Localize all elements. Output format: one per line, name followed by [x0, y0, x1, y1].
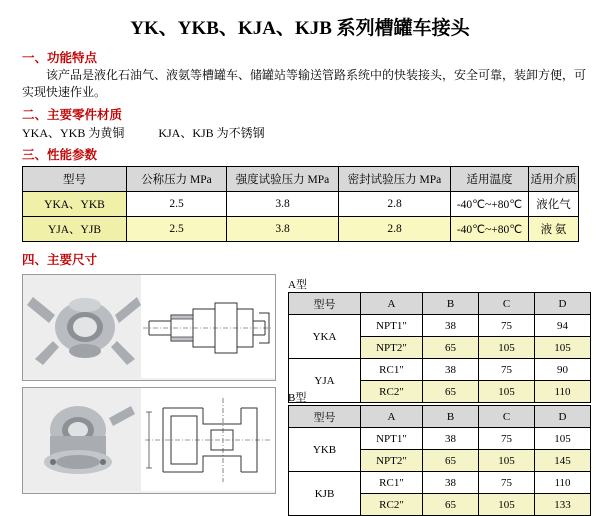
dim-b-cell: RC2": [361, 494, 423, 516]
dim-b-cell: 105: [479, 494, 535, 516]
dim-a-header-cell: B: [423, 293, 479, 315]
perf-header-cell: 公称压力 MPa: [127, 167, 227, 192]
dim-b-cell: NPT2": [361, 450, 423, 472]
section-heading-material: 二、主要零件材质: [22, 108, 123, 122]
perf-header-cell: 密封试验压力 MPa: [339, 167, 451, 192]
dim-a-header-cell: A: [361, 293, 423, 315]
dim-a-cell: 65: [423, 337, 479, 359]
dim-b-header-cell: 型号: [289, 406, 361, 428]
features-paragraph: 该产品是液化石油气、液氨等槽罐车、储罐站等输送管路系统中的快装接头，安全可靠，装卸方便，可实现快速作业。: [22, 68, 587, 99]
dim-a-cell: 38: [423, 359, 479, 381]
table-row: [23, 192, 579, 217]
dim-a-cell: 75: [479, 315, 535, 337]
section-heading-performance: 三、性能参数: [22, 148, 98, 162]
dim-b-cell: RC1": [361, 472, 423, 494]
dim-a-cell: 75: [479, 359, 535, 381]
photo-coupling-a: [23, 275, 141, 378]
dim-b-cell: 65: [423, 450, 479, 472]
perf-cell: 2.8: [339, 192, 451, 217]
dim-a-cell: 90: [535, 359, 591, 381]
dimension-table-a: [288, 292, 591, 403]
table-header-row: [23, 167, 579, 192]
dim-a-cell: 105: [535, 337, 591, 359]
dim-b-cell: 38: [423, 428, 479, 450]
dim-a-cell: 105: [479, 337, 535, 359]
dim-a-cell-model: YJA: [289, 359, 361, 403]
perf-cell-model: YKA、YKB: [23, 192, 127, 217]
perf-cell: -40℃~+80℃: [451, 217, 529, 242]
photo-coupling-b: [23, 388, 141, 491]
dim-b-cell: NPT1": [361, 428, 423, 450]
dim-b-cell: 65: [423, 494, 479, 516]
section-heading-features: 一、功能特点: [22, 51, 98, 65]
perf-cell: 2.8: [339, 217, 451, 242]
dim-a-header-cell: 型号: [289, 293, 361, 315]
perf-cell: 液 氨: [529, 217, 579, 242]
material-text-brass: YKA、YKB 为黄铜: [22, 126, 125, 140]
dim-b-cell: 145: [535, 450, 591, 472]
table-row: [289, 315, 591, 337]
product-image-a: [22, 274, 276, 381]
perf-cell: 3.8: [227, 217, 339, 242]
perf-cell: 3.8: [227, 192, 339, 217]
dim-table-a-label: A型: [288, 279, 307, 291]
dim-a-header-cell: C: [479, 293, 535, 315]
table-row: [289, 428, 591, 450]
technical-drawing-a: [141, 275, 275, 378]
perf-cell: -40℃~+80℃: [451, 192, 529, 217]
table-row: [289, 472, 591, 494]
dim-a-cell-model: YKA: [289, 315, 361, 359]
dim-b-header-cell: D: [535, 406, 591, 428]
dim-a-cell: 38: [423, 315, 479, 337]
dim-a-cell: 105: [479, 381, 535, 403]
perf-header-cell: 强度试验压力 MPa: [227, 167, 339, 192]
dim-b-cell: 133: [535, 494, 591, 516]
dim-a-cell: NPT2": [361, 337, 423, 359]
dim-b-cell: 105: [479, 450, 535, 472]
dim-a-cell: 94: [535, 315, 591, 337]
perf-cell: 2.5: [127, 192, 227, 217]
table-header-row: [289, 293, 591, 315]
dim-b-header-cell: B: [423, 406, 479, 428]
dim-b-cell: 110: [535, 472, 591, 494]
perf-cell-model: YJA、YJB: [23, 217, 127, 242]
dim-a-header-cell: D: [535, 293, 591, 315]
dim-b-cell-model: YKB: [289, 428, 361, 472]
dim-table-b-label: B型: [288, 392, 307, 404]
dim-a-cell: 65: [423, 381, 479, 403]
perf-header-cell: 适用温度: [451, 167, 529, 192]
dim-a-cell: RC1": [361, 359, 423, 381]
table-header-row: [289, 406, 591, 428]
performance-table: [22, 166, 579, 242]
dim-a-cell: 110: [535, 381, 591, 403]
dim-b-cell: 38: [423, 472, 479, 494]
page-title: YK、YKB、KJA、KJB 系列槽罐车接头: [130, 18, 470, 39]
dimensions-section: [0, 274, 600, 511]
dimension-table-b: [288, 405, 591, 516]
dim-a-cell: RC2": [361, 381, 423, 403]
dim-a-cell: NPT1": [361, 315, 423, 337]
table-row: [289, 359, 591, 381]
dim-b-header-cell: C: [479, 406, 535, 428]
table-row: [23, 217, 579, 242]
perf-cell: 2.5: [127, 217, 227, 242]
perf-header-cell: 型号: [23, 167, 127, 192]
material-text-steel: KJA、KJB 为不锈钢: [158, 126, 265, 140]
dim-b-cell-model: KJB: [289, 472, 361, 516]
perf-cell: 液化气: [529, 192, 579, 217]
dim-b-header-cell: A: [361, 406, 423, 428]
technical-drawing-b: [141, 388, 275, 491]
dim-b-cell: 75: [479, 472, 535, 494]
dim-b-cell: 75: [479, 428, 535, 450]
section-heading-dimensions: 四、主要尺寸: [22, 253, 98, 267]
product-image-b: [22, 387, 276, 494]
material-line: [22, 124, 600, 141]
perf-header-cell: 适用介质: [529, 167, 579, 192]
dim-b-cell: 105: [535, 428, 591, 450]
